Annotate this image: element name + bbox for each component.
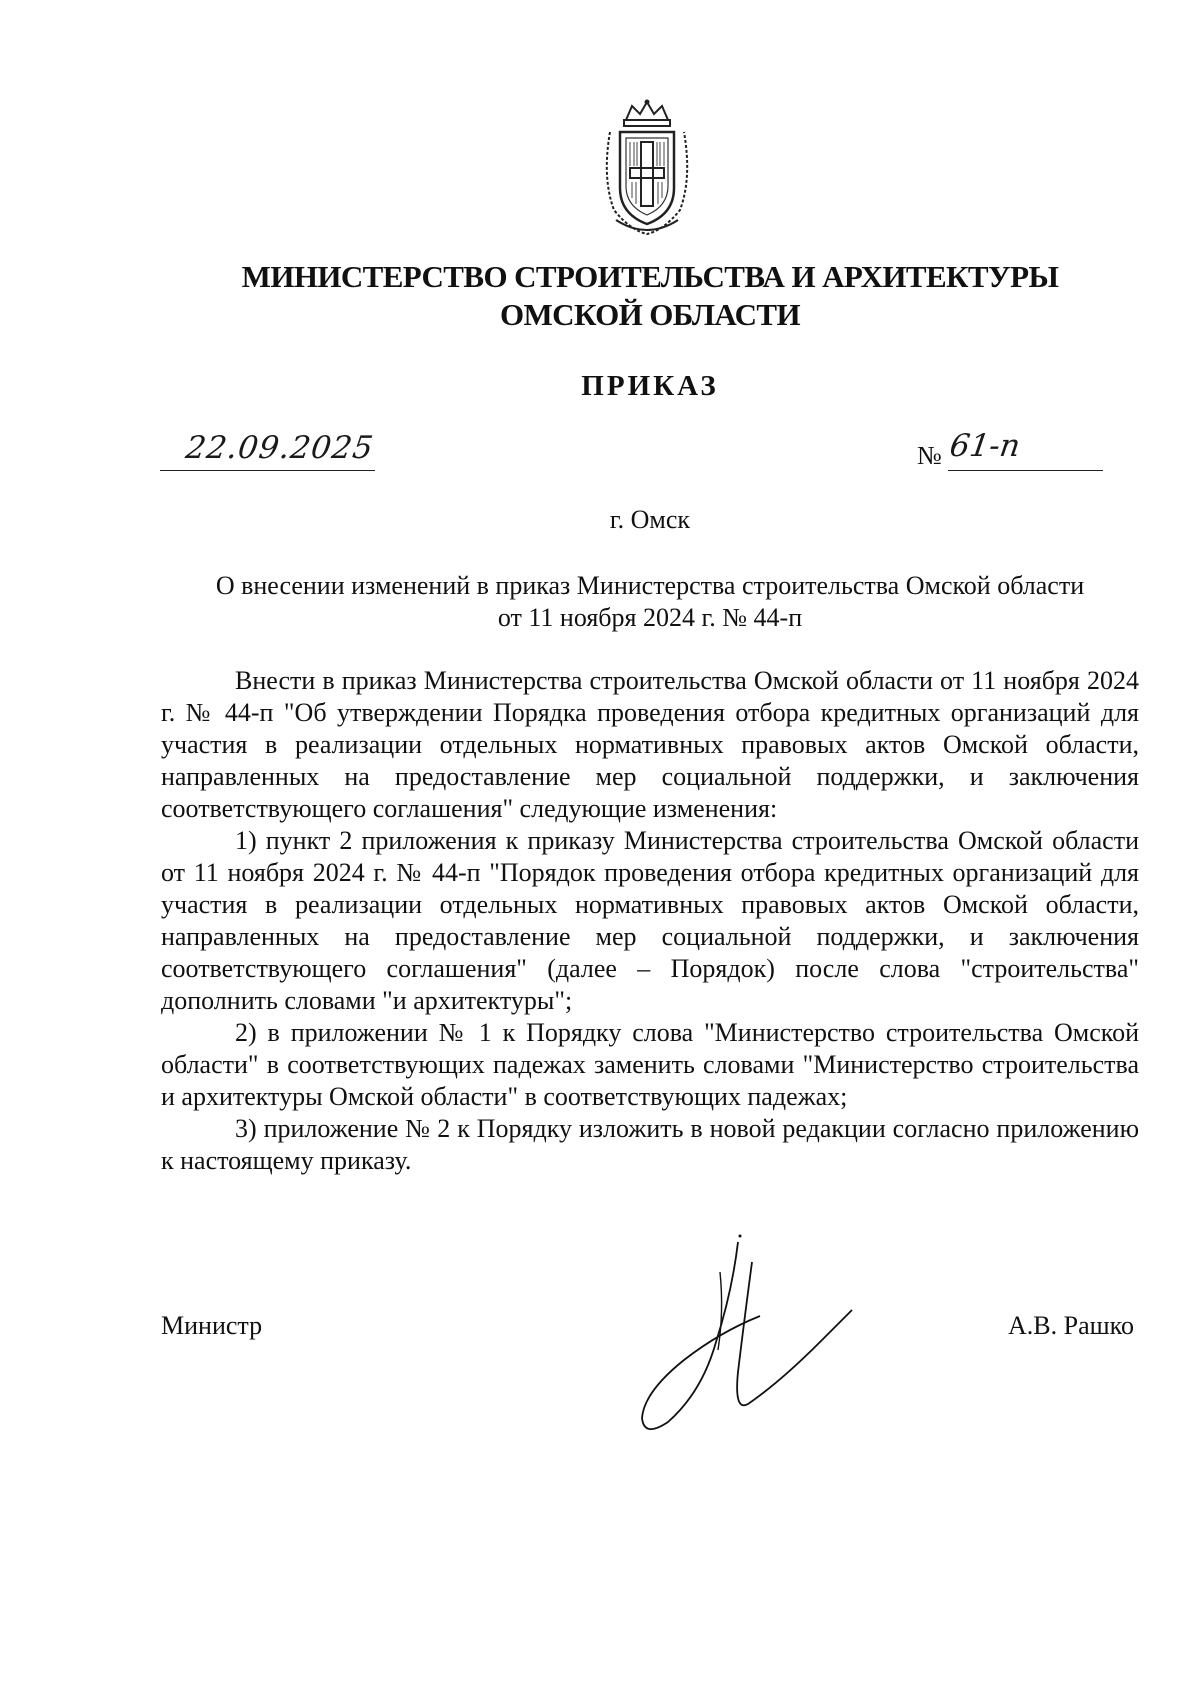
order-subject-line2: от 11 ноября 2024 г. № 44-п [497, 603, 803, 632]
body-paragraph-item2: 2) в приложении № 1 к Порядку слова "Министерство строительства Омской области" в соответствующих падежах заменить словами "Министерство строительства и архитектуры Омской области" в соответствующих падежах; [161, 1018, 1139, 1111]
handwritten-order-number: 61-п [947, 428, 1023, 464]
signatory-role: Министр [161, 1311, 263, 1340]
order-subject-line1: О внесении изменений в приказ Министерства строительства Омской области [215, 571, 1085, 600]
body-paragraph-intro: Внести в приказ Министерства строительства Омской области от 11 ноября 2024 г. № 44-п "Об утверждении Порядка проведения отбора кредитных организаций для участия в реализации отдельных нормативных правовых актов Омской области, направленных на предоставление мер социальной поддержки, и заключения соответствующего соглашения" следующие изменения: [161, 666, 1139, 823]
city-name: г. Омск [609, 505, 691, 534]
order-subject [150, 570, 1150, 634]
ministry-name [150, 258, 1150, 334]
body-paragraph-item3: 3) приложение № 2 к Порядку изложить в новой редакции согласно приложению к настоящему приказу. [161, 1114, 1139, 1175]
body-paragraph-item1: 1) пункт 2 приложения к приказу Министерства строительства Омской области от 11 ноября 2024 г. № 44-п "Порядок проведения отбора кредитных организаций для участия в реализации отдельных нормативных правовых актов Омской области, направленных на предоставление мер социальной поддержки, и заключения соответствующего соглашения" (далее – Порядок) после слова "строительства" дополнить словами "и архитектуры"; [161, 826, 1139, 1015]
ministry-name-line1: МИНИСТЕРСТВО СТРОИТЕЛЬСТВА И АРХИТЕКТУРЫ [241, 259, 1059, 294]
order-body [161, 665, 1139, 1177]
signatory-name: А.В. Рашко [1008, 1311, 1134, 1340]
handwritten-date: 22.09.2025 [183, 430, 377, 466]
coat-of-arms-emblem [596, 98, 698, 238]
number-sign-label: № [917, 441, 942, 470]
ministry-name-line2: ОМСКОЙ ОБЛАСТИ [500, 297, 800, 332]
document-type-title: ПРИКАЗ [581, 370, 719, 402]
handwritten-signature [620, 1232, 870, 1452]
